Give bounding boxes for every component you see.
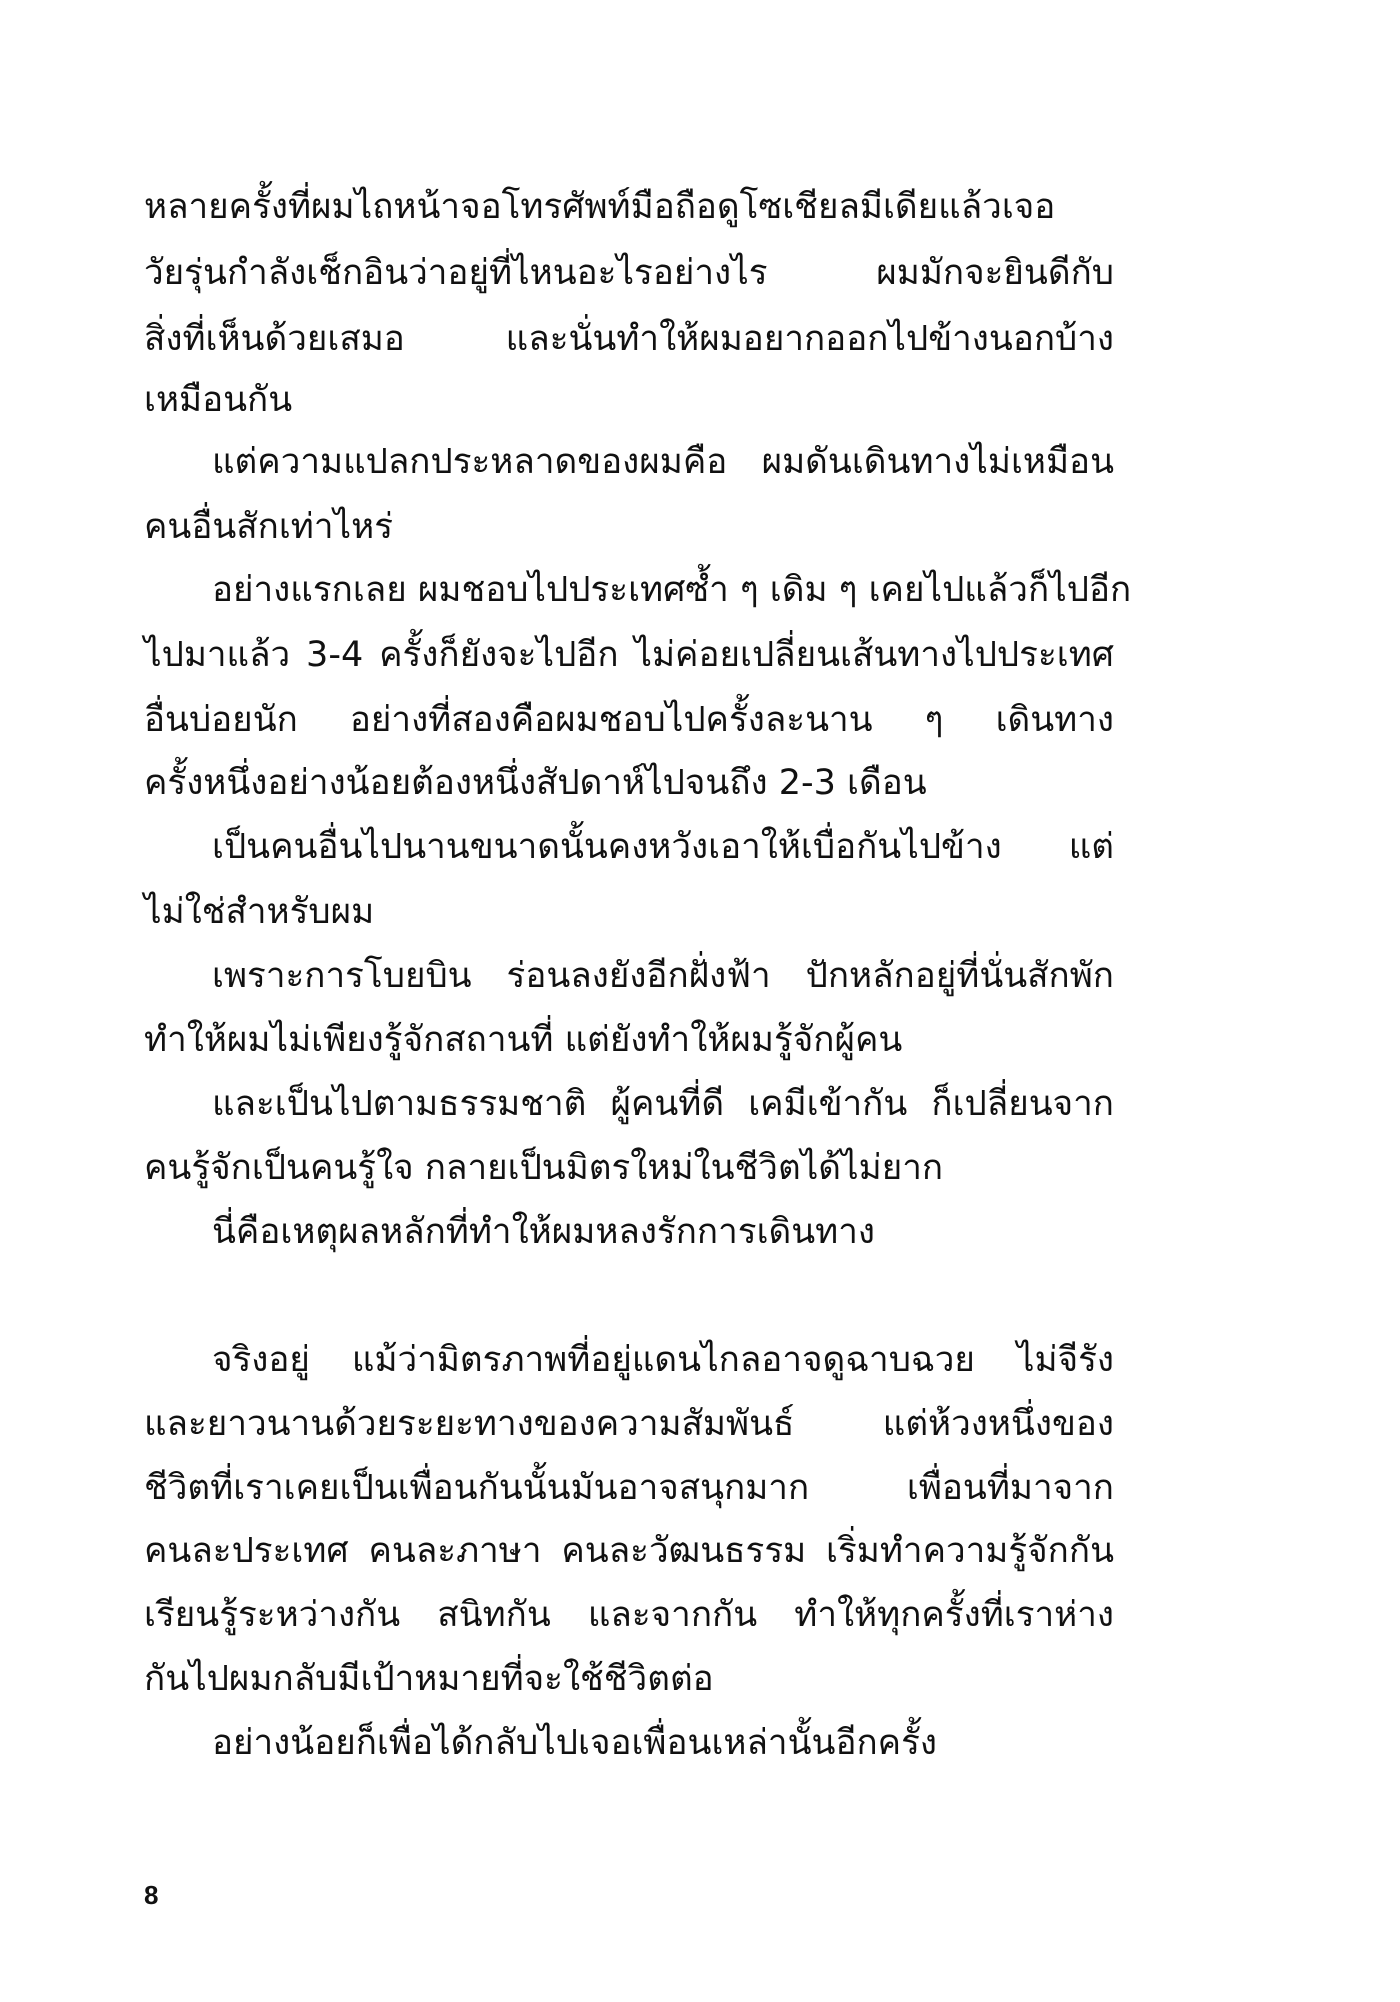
text-line: คนรู้จักเป็นคนรู้ใจ กลายเป็นมิตรใหม่ในชีวิตได้ไม่ยาก: [144, 1148, 944, 1188]
text-line: และเป็นไปตามธรรมชาติ ผู้คนที่ดี เคมีเข้ากัน ก็เปลี่ยนจาก: [212, 1084, 1114, 1124]
text-line: วัยรุ่นกำลังเช็กอินว่าอยู่ที่ไหนอะไรอย่างไร ผมมักจะยินดีกับ: [144, 253, 1114, 293]
text-line: อย่างแรกเลย ผมชอบไปประเทศซ้ำ ๆ เดิม ๆ เคยไปแล้วก็ไปอีก: [212, 570, 1132, 610]
text-line: กันไปผมกลับมีเป้าหมายที่จะใช้ชีวิตต่อ: [144, 1659, 714, 1699]
text-line: หลายครั้งที่ผมไถหน้าจอโทรศัพท์มือถือดูโซเชียลมีเดียแล้วเจอ: [144, 187, 1056, 227]
text-line: นี่คือเหตุผลหลักที่ทำให้ผมหลงรักการเดินทาง: [212, 1212, 876, 1252]
text-line: อย่างน้อยก็เพื่อได้กลับไปเจอเพื่อนเหล่านั้นอีกครั้ง: [212, 1723, 937, 1763]
text-line: ไปมาแล้ว 3-4 ครั้งก็ยังจะไปอีก ไม่ค่อยเปลี่ยนเส้นทางไปประเทศ: [144, 635, 1114, 675]
text-line: ทำให้ผมไม่เพียงรู้จักสถานที่ แต่ยังทำให้ผมรู้จักผู้คน: [144, 1020, 903, 1060]
text-line: เรียนรู้ระหว่างกัน สนิทกัน และจากกัน ทำให้ทุกครั้งที่เราห่าง: [144, 1595, 1114, 1635]
text-line: อื่นบ่อยนัก อย่างที่สองคือผมชอบไปครั้งละนาน ๆ เดินทาง: [144, 700, 1114, 740]
text-line: จริงอยู่ แม้ว่ามิตรภาพที่อยู่แดนไกลอาจดูฉาบฉวย ไม่จีรัง: [212, 1340, 1114, 1380]
text-line: ชีวิตที่เราเคยเป็นเพื่อนกันนั้นมันอาจสนุกมาก เพื่อนที่มาจาก: [144, 1468, 1114, 1508]
text-line: แต่ความแปลกประหลาดของผมคือ ผมดันเดินทางไม่เหมือน: [212, 442, 1114, 482]
text-line: สิ่งที่เห็นด้วยเสมอ และนั่นทำให้ผมอยากออกไปข้างนอกบ้าง: [144, 319, 1114, 359]
text-line: และยาวนานด้วยระยะทางของความสัมพันธ์ แต่ห้วงหนึ่งของ: [144, 1404, 1114, 1444]
text-line: คนละประเทศ คนละภาษา คนละวัฒนธรรม เริ่มทำความรู้จักกัน: [144, 1531, 1114, 1571]
text-line: ไม่ใช่สำหรับผม: [144, 892, 375, 932]
page-number: 8: [144, 1880, 159, 1910]
text-line: เพราะการโบยบิน ร่อนลงยังอีกฝั่งฟ้า ปักหลักอยู่ที่นั่นสักพัก: [212, 956, 1114, 996]
text-line: เหมือนกัน: [144, 380, 293, 420]
text-line: ครั้งหนึ่งอย่างน้อยต้องหนึ่งสัปดาห์ไปจนถึง 2-3 เดือน: [144, 763, 927, 803]
text-line: เป็นคนอื่นไปนานขนาดนั้นคงหวังเอาให้เบื่อกันไปข้าง แต่: [212, 827, 1114, 867]
text-line: คนอื่นสักเท่าไหร่: [144, 507, 393, 547]
